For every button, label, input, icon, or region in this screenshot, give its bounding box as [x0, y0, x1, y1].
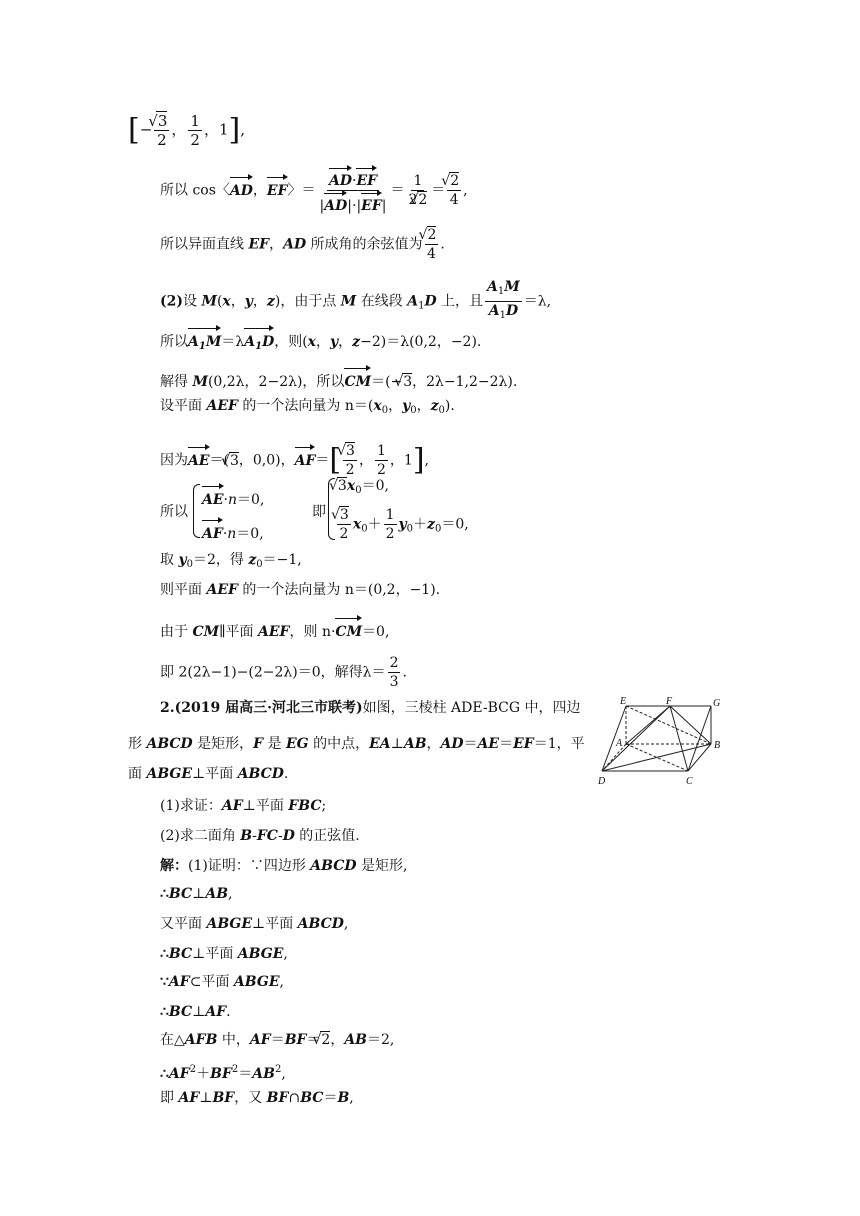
line-solve-lambda: 即 2(2λ−1)−(2−2λ)＝0，解得λ＝ $\frac{2}{3}$ . [160, 655, 407, 690]
fig-label-C: C [686, 776, 693, 787]
solution-pythagoras: $\therefore AF^2+BF^2=AB^2$, [160, 1064, 286, 1082]
solution-bc-plane: ∴BC⊥平面 ABGE, [160, 946, 288, 962]
system-brace-left [193, 484, 200, 538]
line-parallel: 由于 CM∥平面 AEF，则 n·CM＝0, [160, 616, 389, 642]
system-eq4: √ $\frac{3}{2}$ $x_0+$ $\frac{1}{2}$ $y_0+z_0=0$, [337, 506, 469, 543]
line-cos-angle: 所以 cos〈AD，EF〉＝ $\frac{AD\cdot EF}{|AD|\cdot|EF|}$ ＝ $\frac{1}{2√ 2}$ ＝ √ $\frac{2}{4}$ , [160, 166, 468, 215]
fig-label-A: A [616, 738, 623, 749]
system-eq2: AF·n＝0, [202, 518, 264, 544]
line-normal-setup: 设平面 AEF 的一个法向量为 $n=(x_0$，$y_0$，$z_0$). [160, 398, 455, 416]
line-system-label: 所以 [160, 504, 188, 520]
solution-plane-perp: 又平面 ABGE⊥平面 ABCD, [160, 916, 349, 932]
solution-triangle: 在△AFB 中，AF＝BF＝√ 2，AB＝2, [160, 1030, 394, 1050]
problem-2-line-2: 形 ABCD 是矩形，F 是 EG 的中点，EA⊥AB，AD＝AE＝EF＝1，平 [128, 736, 585, 752]
problem-2-text-a: 如图，三棱柱 ADE-BCG 中，四边 [362, 700, 581, 716]
prism-figure [598, 694, 728, 794]
line-solve-m: 解得 M(0,2λ，2−2λ)，所以CM＝(−√ 3，2λ−1,2−2λ). [160, 366, 517, 392]
line-cosine-result: 所以异面直线 EF，AD 所成角的余弦值为 √ $\frac{2}{4}$ . [160, 226, 445, 263]
line-ae-af: 因为AE＝(√ 3，0,0)，AF＝[ √ $\frac{3}{2}$ ， $\frac{1}{2}$ ，1], [160, 442, 429, 479]
problem-2-source: 2.(2019 届高三·河北三市联考) [160, 700, 363, 716]
system-eq3: √ $3x_0=0$, [337, 476, 389, 501]
fig-label-E: E [620, 696, 627, 707]
solution-start: 解：(1)证明：∵四边形 ABCD 是矩形, [160, 858, 408, 874]
solution-af-in-plane: ∵AF⊂平面 ABGE, [160, 974, 284, 990]
fig-label-B: B [714, 740, 721, 751]
line-a1m-vector: 所以$A_1M=\lambda A_1D$，则(x，y，z−2)＝λ(0,2，−2). [160, 326, 481, 357]
line-system-ji: 即 [312, 504, 326, 520]
solution-af-bf: 即 AF⊥BF，又 BF∩BC＝B, [160, 1090, 354, 1106]
problem-2-line-3: 面 ABGE⊥平面 ABCD. [128, 766, 289, 782]
problem-2-line-1 [160, 698, 580, 718]
solution-bc-af: ∴BC⊥AF. [160, 1004, 231, 1020]
line-normal-result: 则平面 AEF 的一个法向量为 n＝(0,2，−1). [160, 582, 441, 598]
fig-label-G: G [713, 698, 721, 709]
problem-2-q2: (2)求二面角 B-FC-D 的正弦值. [160, 828, 360, 844]
line-part2-setup: (2)设 M(x，y，z)，由于点 M 在线段 $A_1D$ 上，且 $\frac{A_1M}{A_1D}$ ＝λ, [160, 279, 552, 321]
problem-2-q1: (1)求证：AF⊥平面 FBC; [160, 798, 327, 814]
line-take-y0: 取 $y_0=2$，得 $z_0=-1$, [160, 552, 302, 570]
system-eq1: AE·n＝0, [202, 484, 264, 510]
line-vector-tail: [− √ $\frac{3}{2}$ ， $\frac{1}{2}$ ，1], [128, 112, 245, 149]
fig-label-D: D [598, 776, 606, 787]
fig-label-F: F [666, 696, 673, 707]
solution-bc-ab: ∴BC⊥AB, [160, 886, 233, 902]
